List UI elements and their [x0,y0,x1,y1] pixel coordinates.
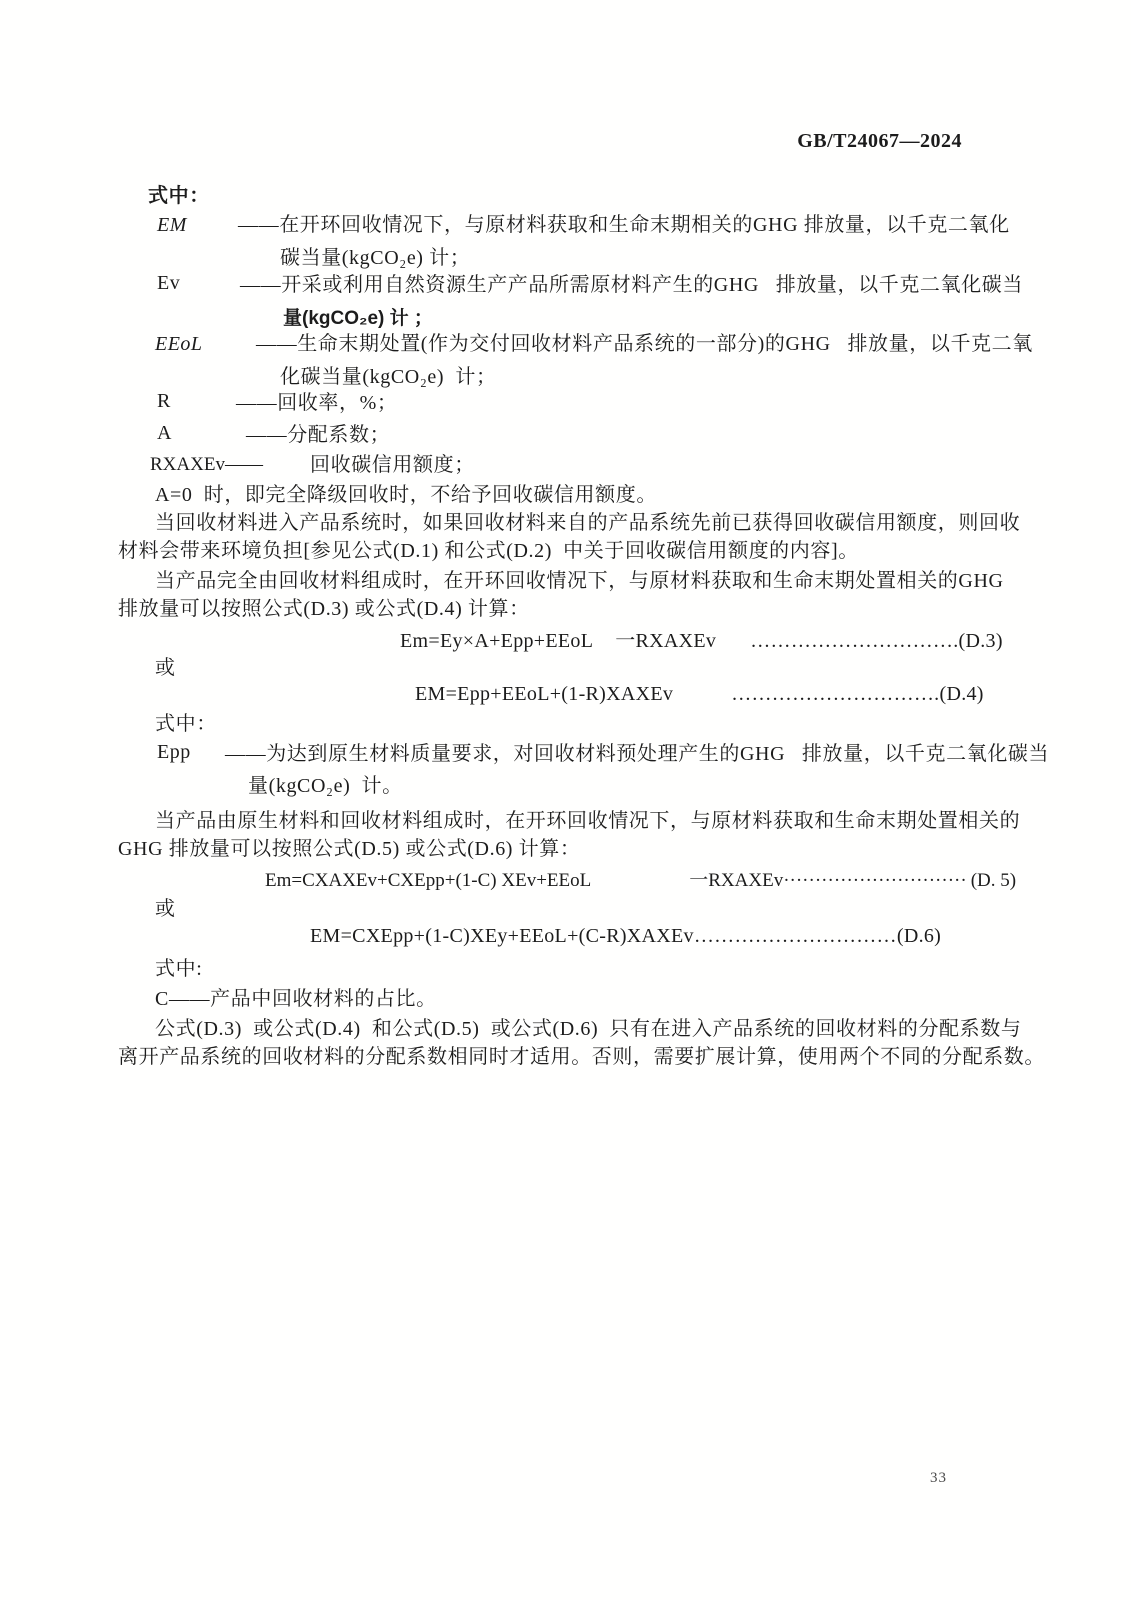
header-doc-number: GB/T24067—2024 [797,130,962,152]
definition-text-rxaxev: 回收碳信用额度； [310,454,475,476]
definition-term-a: A [157,422,172,444]
formula-d5-dots: ····························· [783,870,967,891]
formula-d3-dots: …………………………. [750,630,959,652]
definition-text-epp-line2: 量(kgCO₂e) 计。 [248,775,403,797]
definition-text-a: ——分配系数； [246,424,391,446]
definition-text-epp-line1: ——为达到原生材料质量要求，对回收材料预处理产生的GHG 排放量，以千克二氧化碳当 [225,743,1050,765]
formula-d3-lhs: Em=Ey×A+Epp+EEoL [400,630,594,652]
formula-d4 [415,683,984,706]
formula-d4-dots: …………………………. [731,683,940,705]
or-label-1: 或 [155,657,176,679]
paragraph-1-line1: 当回收材料进入产品系统时，如果回收材料来自的产品系统先前已获得回收碳信用额度，则回收 [155,512,1021,534]
formula-d5-minus-term: 一RXAXEv [689,870,784,891]
formula-d3-label: (D.3) [958,630,1003,652]
paragraph-3-line2: GHG 排放量可以按照公式(D.5) 或公式(D.6) 计算： [118,838,581,860]
definition-text-em-line2: 碳当量(kgCO₂e) 计； [280,247,471,269]
definition-text-r: ——回收率，%； [236,392,398,414]
definition-text-eeol-line1: ——生命末期处置(作为交付回收材料产品系统的一部分)的GHG 排放量，以千克二氧 [256,333,1033,355]
formula-d3-minus-term: 一RXAXEv [615,630,717,652]
definition-term-ev: Ev [157,272,181,294]
definition-term-eeol: EEoL [155,333,203,355]
formula-d5-label: (D. 5) [970,870,1017,891]
page-number: 33 [930,1470,947,1486]
paragraph-2-line1: 当产品完全由回收材料组成时，在开环回收情况下，与原材料获取和生命末期处置相关的GHG [155,570,1004,592]
definition-text-ev-line1: ——开采或利用自然资源生产产品所需原材料产生的GHG 排放量，以千克二氧化碳当 [240,274,1023,296]
definition-term-epp: Epp [157,741,191,763]
formula-d5-lhs: Em=CXAXEv+CXEpp+(1-C) XEv+EEoL [265,870,592,891]
paragraph-4-line1: 公式(D.3) 或公式(D.4) 和公式(D.5) 或公式(D.6) 只有在进入产品系统的回收材料的分配系数与 [155,1018,1022,1040]
formula-legend-label-3: 式中: [155,958,203,980]
definition-text-ev-line2: 量(kgCO₂e) 计 ； [283,308,433,329]
definition-text-c: C——产品中回收材料的占比。 [155,988,437,1010]
note-a-equals-zero: A=0 时，即完全降级回收时，不给予回收碳信用额度。 [155,484,657,506]
definition-term-r: R [157,390,171,412]
definition-text-em-line1: ——在开环回收情况下，与原材料获取和生命末期相关的GHG 排放量，以千克二氧化 [238,214,1010,236]
formula-d6 [310,925,941,948]
definition-term-rxaxev: RXAXEv—— [150,454,263,475]
formula-d4-label: (D.4) [939,683,984,705]
paragraph-1-line2: 材料会带来环境负担[参见公式(D.1) 和公式(D.2) 中关于回收碳信用额度的内容]。 [118,540,859,562]
paragraph-3-line1: 当产品由原生材料和回收材料组成时，在开环回收情况下，与原材料获取和生命末期处置相关的 [155,810,1021,832]
definition-text-eeol-line2: 化碳当量(kgCO₂e) 计； [280,366,497,388]
formula-d6-label: (D.6) [896,925,942,947]
formula-d6-dots: ………………………… [693,925,897,947]
paragraph-2-line2: 排放量可以按照公式(D.3) 或公式(D.4) 计算： [118,598,530,620]
formula-d5 [265,865,1016,892]
formula-legend-label-1: 式中： [148,185,210,207]
or-label-2: 或 [155,898,176,920]
formula-legend-label-2: 式中： [155,713,217,735]
formula-d6-lhs: EM=CXEpp+(1-C)XEy+EEoL+(C-R)XAXEv [310,925,694,947]
formula-d3 [400,624,1003,653]
definition-term-em: EM [157,214,187,236]
paragraph-4-line2: 离开产品系统的回收材料的分配系数相同时才适用。否则，需要扩展计算，使用两个不同的分配系数。 [118,1046,1045,1068]
formula-d4-lhs: EM=Epp+EEoL+(1-R)XAXEv [415,683,674,705]
